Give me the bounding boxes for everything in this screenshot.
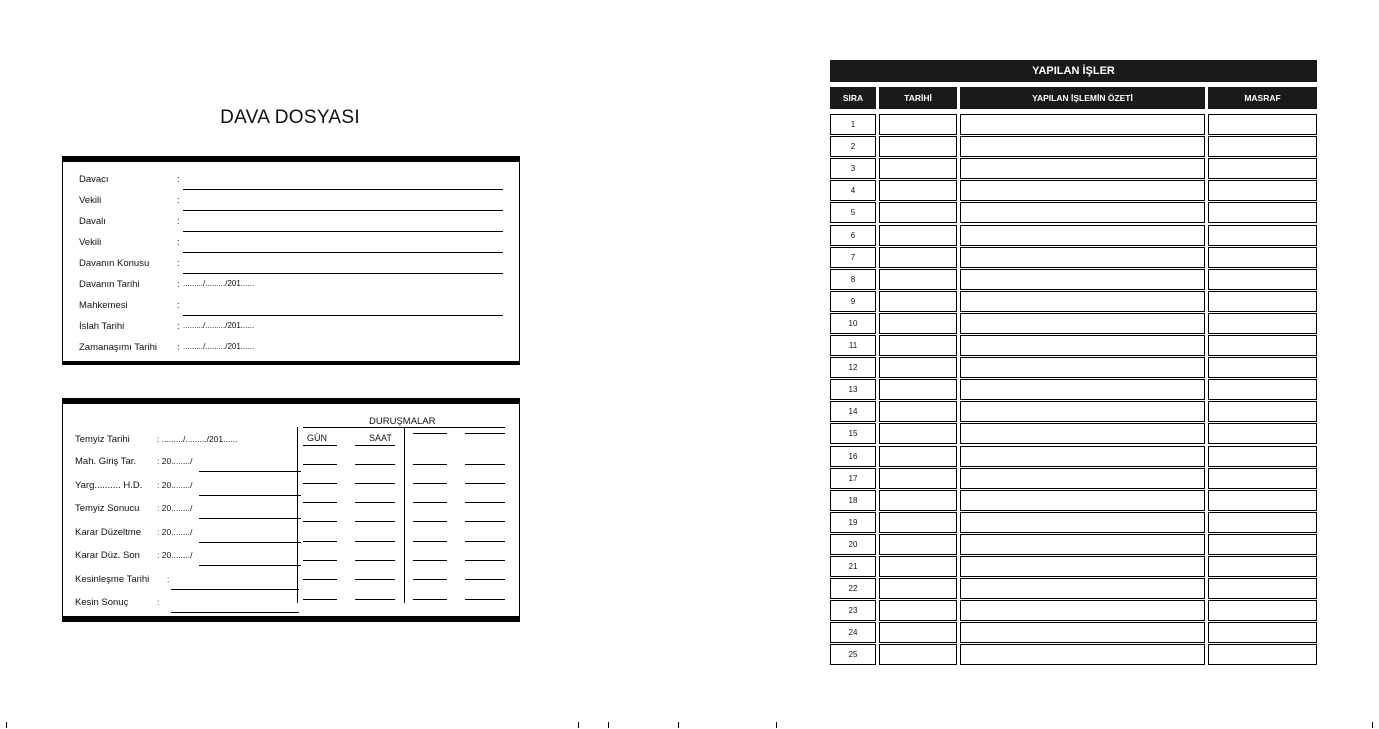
- expense-cell[interactable]: [1208, 423, 1317, 444]
- field-colon: :: [177, 342, 180, 353]
- field-label: Vekili: [79, 195, 102, 206]
- field-colon: :: [177, 258, 180, 269]
- fill-line[interactable]: [171, 612, 299, 613]
- date-cell[interactable]: [879, 401, 957, 422]
- date-cell[interactable]: [879, 313, 957, 334]
- expense-cell[interactable]: [1208, 534, 1317, 555]
- fill-line[interactable]: [199, 542, 301, 543]
- hearing-entry-line[interactable]: [413, 560, 447, 561]
- summary-cell[interactable]: [960, 423, 1205, 444]
- expense-cell[interactable]: [1208, 158, 1317, 179]
- field-label: Karar Düz. Son: [75, 550, 140, 561]
- hearing-entry-line[interactable]: [465, 433, 505, 434]
- date-cell[interactable]: [879, 114, 957, 135]
- date-placeholder[interactable]: ........./........./201......: [183, 321, 255, 330]
- hearing-entry-line[interactable]: [303, 464, 337, 465]
- summary-cell[interactable]: [960, 247, 1205, 268]
- field-label: Karar Düzeltme: [75, 527, 141, 538]
- field-colon: :: [177, 174, 180, 185]
- hearing-entry-line[interactable]: [413, 521, 447, 522]
- summary-cell[interactable]: [960, 622, 1205, 643]
- date-cell[interactable]: [879, 357, 957, 378]
- hearing-entry-line[interactable]: [465, 560, 505, 561]
- party-field-row: [79, 195, 503, 209]
- page-title: DAVA DOSYASI: [220, 107, 360, 128]
- expense-cell[interactable]: [1208, 202, 1317, 223]
- field-label: İslah Tarihi: [79, 321, 125, 332]
- field-colon: :: [177, 321, 180, 332]
- row-number: 13: [830, 379, 876, 400]
- row-number: 16: [830, 446, 876, 467]
- date-cell[interactable]: [879, 534, 957, 555]
- summary-cell[interactable]: [960, 180, 1205, 201]
- hearing-entry-line[interactable]: [355, 560, 395, 561]
- crop-mark: [608, 722, 609, 728]
- hearing-entry-line[interactable]: [303, 521, 337, 522]
- date-cell[interactable]: [879, 379, 957, 400]
- field-value[interactable]: : 20......../: [157, 456, 193, 466]
- hearing-entry-line[interactable]: [355, 483, 395, 484]
- party-field-row: [79, 279, 503, 293]
- field-label: Zamanaşımı Tarihi: [79, 342, 157, 353]
- fill-line[interactable]: [183, 252, 503, 253]
- hearing-entry-line[interactable]: [413, 579, 447, 580]
- hearing-entry-line[interactable]: [465, 464, 505, 465]
- expense-cell[interactable]: [1208, 379, 1317, 400]
- party-field-row: [79, 216, 503, 230]
- field-value[interactable]: : ........./........./201......: [157, 434, 238, 444]
- row-number: 18: [830, 490, 876, 511]
- row-number: 5: [830, 202, 876, 223]
- expense-cell[interactable]: [1208, 600, 1317, 621]
- summary-cell[interactable]: [960, 379, 1205, 400]
- summary-cell[interactable]: [960, 490, 1205, 511]
- date-cell[interactable]: [879, 225, 957, 246]
- expense-cell[interactable]: [1208, 512, 1317, 533]
- crop-mark: [776, 722, 777, 728]
- expense-cell[interactable]: [1208, 357, 1317, 378]
- summary-cell[interactable]: [960, 556, 1205, 577]
- field-colon: :: [177, 195, 180, 206]
- summary-cell[interactable]: [960, 291, 1205, 312]
- expense-cell[interactable]: [1208, 247, 1317, 268]
- row-number: 20: [830, 534, 876, 555]
- field-colon: :: [177, 216, 180, 227]
- field-colon: :: [177, 300, 180, 311]
- party-field-row: [79, 342, 503, 356]
- header-sira: SIRA: [830, 87, 876, 109]
- hearing-entry-line[interactable]: [355, 579, 395, 580]
- row-number: 21: [830, 556, 876, 577]
- hearing-entry-line[interactable]: [465, 579, 505, 580]
- expense-cell[interactable]: [1208, 335, 1317, 356]
- crop-mark: [6, 722, 7, 728]
- hearing-entry-line[interactable]: [303, 560, 337, 561]
- summary-cell[interactable]: [960, 534, 1205, 555]
- hearing-entry-line[interactable]: [465, 599, 505, 600]
- fill-line[interactable]: [199, 471, 301, 472]
- expense-cell[interactable]: [1208, 490, 1317, 511]
- hearing-entry-line[interactable]: [413, 502, 447, 503]
- date-cell[interactable]: [879, 202, 957, 223]
- summary-cell[interactable]: [960, 269, 1205, 290]
- crop-mark: [578, 722, 579, 728]
- row-number: 11: [830, 335, 876, 356]
- hearing-entry-line[interactable]: [355, 599, 395, 600]
- expense-cell[interactable]: [1208, 269, 1317, 290]
- summary-cell[interactable]: [960, 446, 1205, 467]
- expense-cell[interactable]: [1208, 578, 1317, 599]
- fill-line[interactable]: [199, 518, 301, 519]
- date-cell[interactable]: [879, 468, 957, 489]
- date-cell[interactable]: [879, 578, 957, 599]
- party-field-row: [79, 300, 503, 314]
- summary-cell[interactable]: [960, 512, 1205, 533]
- date-placeholder[interactable]: ........./........./201......: [183, 279, 255, 288]
- summary-cell[interactable]: [960, 357, 1205, 378]
- field-value[interactable]: : 20......../: [157, 527, 193, 537]
- field-label: Davacı: [79, 174, 109, 185]
- field-colon: :: [177, 279, 180, 290]
- date-cell[interactable]: [879, 556, 957, 577]
- expense-cell[interactable]: [1208, 446, 1317, 467]
- fill-line[interactable]: [183, 210, 503, 211]
- row-number: 24: [830, 622, 876, 643]
- date-cell[interactable]: [879, 490, 957, 511]
- field-value[interactable]: :: [157, 597, 160, 607]
- fill-line[interactable]: [183, 273, 503, 274]
- expense-cell[interactable]: [1208, 291, 1317, 312]
- expense-cell[interactable]: [1208, 468, 1317, 489]
- summary-cell[interactable]: [960, 644, 1205, 665]
- hearing-time-header: SAAT: [369, 433, 392, 443]
- header-tarih: TARİHİ: [879, 87, 957, 109]
- hearing-day-header: GÜN: [307, 433, 327, 443]
- row-number: 17: [830, 468, 876, 489]
- party-field-row: [79, 174, 503, 188]
- row-number: 1: [830, 114, 876, 135]
- hearing-header-underline: [355, 445, 395, 446]
- summary-cell[interactable]: [960, 600, 1205, 621]
- date-cell[interactable]: [879, 247, 957, 268]
- fill-line[interactable]: [199, 565, 301, 566]
- row-number: 23: [830, 600, 876, 621]
- date-cell[interactable]: [879, 335, 957, 356]
- row-number: 7: [830, 247, 876, 268]
- hearing-entry-line[interactable]: [355, 502, 395, 503]
- hearing-entry-line[interactable]: [355, 521, 395, 522]
- hearing-entry-line[interactable]: [303, 599, 337, 600]
- summary-cell[interactable]: [960, 468, 1205, 489]
- field-label: Mahkemesi: [79, 300, 128, 311]
- fill-line[interactable]: [171, 589, 299, 590]
- date-placeholder[interactable]: ........./........./201......: [183, 342, 255, 351]
- summary-cell[interactable]: [960, 114, 1205, 135]
- field-label: Temyiz Sonucu: [75, 503, 140, 514]
- hearings-top-line: [303, 427, 505, 428]
- hearing-entry-line[interactable]: [413, 433, 447, 434]
- expense-cell[interactable]: [1208, 313, 1317, 334]
- hearings-title: DURUŞMALAR: [369, 416, 436, 427]
- field-label: Temyiz Tarihi: [75, 434, 130, 445]
- hearing-entry-line[interactable]: [303, 483, 337, 484]
- row-number: 3: [830, 158, 876, 179]
- hearing-entry-line[interactable]: [303, 502, 337, 503]
- field-label: Kesinleşme Tarihi: [75, 574, 150, 585]
- hearing-entry-line[interactable]: [303, 541, 337, 542]
- fill-line[interactable]: [183, 315, 503, 316]
- expense-cell[interactable]: [1208, 644, 1317, 665]
- date-cell[interactable]: [879, 158, 957, 179]
- summary-cell[interactable]: [960, 225, 1205, 246]
- hearing-entry-line[interactable]: [465, 521, 505, 522]
- field-value[interactable]: : 20......../: [157, 480, 193, 490]
- hearing-entry-line[interactable]: [355, 541, 395, 542]
- expense-cell[interactable]: [1208, 136, 1317, 157]
- expense-cell[interactable]: [1208, 556, 1317, 577]
- row-number: 6: [830, 225, 876, 246]
- field-value[interactable]: :: [167, 574, 170, 584]
- summary-cell[interactable]: [960, 202, 1205, 223]
- date-cell[interactable]: [879, 423, 957, 444]
- hearings-divider: [404, 427, 405, 603]
- field-label: Mah. Giriş Tar.: [75, 456, 137, 467]
- header-ozet: YAPILAN İŞLEMİN ÖZETİ: [960, 87, 1205, 109]
- expense-cell[interactable]: [1208, 622, 1317, 643]
- hearing-entry-line[interactable]: [465, 483, 505, 484]
- row-number: 14: [830, 401, 876, 422]
- date-cell[interactable]: [879, 446, 957, 467]
- date-cell[interactable]: [879, 180, 957, 201]
- row-number: 15: [830, 423, 876, 444]
- row-number: 25: [830, 644, 876, 665]
- crop-mark: [1372, 722, 1373, 728]
- hearing-entry-line[interactable]: [465, 541, 505, 542]
- appeal-form: [62, 398, 520, 622]
- hearing-entry-line[interactable]: [303, 579, 337, 580]
- party-field-row: [79, 237, 503, 251]
- date-cell[interactable]: [879, 600, 957, 621]
- field-colon: :: [177, 237, 180, 248]
- field-label: Vekili: [79, 237, 102, 248]
- date-cell[interactable]: [879, 269, 957, 290]
- field-label: Kesin Sonuç: [75, 597, 129, 608]
- summary-cell[interactable]: [960, 578, 1205, 599]
- hearing-header-underline: [303, 445, 337, 446]
- hearing-entry-line[interactable]: [465, 502, 505, 503]
- row-number: 8: [830, 269, 876, 290]
- field-value[interactable]: : 20......../: [157, 550, 193, 560]
- fill-line[interactable]: [199, 495, 301, 496]
- field-label: Davanın Tarihi: [79, 279, 140, 290]
- party-info-form: [62, 156, 520, 365]
- row-number: 22: [830, 578, 876, 599]
- hearing-entry-line[interactable]: [413, 483, 447, 484]
- row-number: 9: [830, 291, 876, 312]
- row-number: 12: [830, 357, 876, 378]
- crop-mark: [678, 722, 679, 728]
- party-field-row: [79, 321, 503, 335]
- hearing-entry-line[interactable]: [413, 464, 447, 465]
- hearing-entry-line[interactable]: [413, 599, 447, 600]
- field-label: Yarg.......... H.D.: [75, 480, 143, 491]
- date-cell[interactable]: [879, 291, 957, 312]
- fill-line[interactable]: [183, 189, 503, 190]
- summary-cell[interactable]: [960, 313, 1205, 334]
- summary-cell[interactable]: [960, 401, 1205, 422]
- date-cell[interactable]: [879, 622, 957, 643]
- fill-line[interactable]: [183, 231, 503, 232]
- hearings-divider: [297, 427, 298, 603]
- row-number: 4: [830, 180, 876, 201]
- date-cell[interactable]: [879, 644, 957, 665]
- hearing-entry-line[interactable]: [355, 464, 395, 465]
- expense-cell[interactable]: [1208, 401, 1317, 422]
- date-cell[interactable]: [879, 512, 957, 533]
- party-field-row: [79, 258, 503, 272]
- expense-cell[interactable]: [1208, 180, 1317, 201]
- row-number: 19: [830, 512, 876, 533]
- field-label: Davanın Konusu: [79, 258, 150, 269]
- summary-cell[interactable]: [960, 335, 1205, 356]
- summary-cell[interactable]: [960, 158, 1205, 179]
- row-number: 2: [830, 136, 876, 157]
- expense-cell[interactable]: [1208, 225, 1317, 246]
- table-title: YAPILAN İŞLER: [830, 60, 1317, 82]
- header-masraf: MASRAF: [1208, 87, 1317, 109]
- expense-cell[interactable]: [1208, 114, 1317, 135]
- row-number: 10: [830, 313, 876, 334]
- date-cell[interactable]: [879, 136, 957, 157]
- field-label: Davalı: [79, 216, 106, 227]
- summary-cell[interactable]: [960, 136, 1205, 157]
- field-value[interactable]: : 20......../: [157, 503, 193, 513]
- hearing-entry-line[interactable]: [413, 541, 447, 542]
